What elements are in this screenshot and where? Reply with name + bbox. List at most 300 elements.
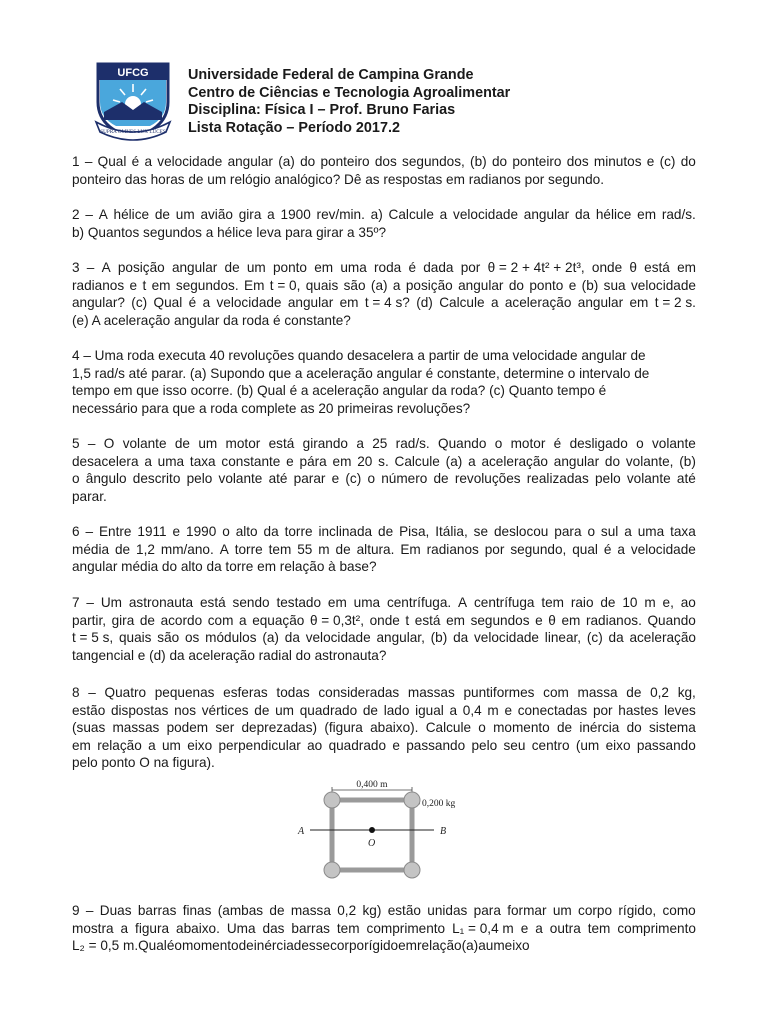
- text-line: [72, 259, 696, 277]
- word: uma: [157, 453, 185, 469]
- word: –: [85, 207, 93, 222]
- text-line: [72, 435, 696, 453]
- word: leves: [664, 702, 696, 718]
- word: Pisa,: [399, 524, 430, 539]
- word: 0,2: [337, 903, 357, 918]
- word: realizadas: [526, 471, 589, 486]
- word: até: [268, 471, 288, 486]
- word: raio: [570, 595, 594, 610]
- word: momento: [181, 938, 239, 953]
- text-line: [72, 523, 696, 541]
- word: 1990: [186, 524, 217, 539]
- word: 0,2: [650, 685, 669, 700]
- word: –: [84, 154, 93, 169]
- word: descrito: [132, 471, 181, 486]
- word: quadrado: [328, 737, 387, 753]
- list-title: Lista Rotação – Período 2017.2: [188, 119, 400, 136]
- word: gira: [238, 207, 262, 222]
- word: angular?: [72, 295, 125, 310]
- university-name: Universidade Federal de Campina Grande: [188, 67, 474, 83]
- word: (ambas: [217, 903, 264, 918]
- word: pelo: [594, 471, 621, 486]
- word: e: [286, 453, 294, 469]
- word: comprimento: [366, 920, 446, 936]
- word: é: [131, 154, 140, 169]
- word: 1: [72, 154, 80, 169]
- center-name: Centro de Ciências e Tecnologia Agroalimentar: [188, 84, 511, 101]
- word: uma: [340, 260, 367, 275]
- question-9: [72, 902, 696, 955]
- word: desse: [293, 938, 331, 953]
- word: e: [504, 702, 512, 718]
- word: a: [267, 207, 275, 222]
- word: (figura: [324, 720, 363, 735]
- word: os: [185, 630, 200, 645]
- word: t = 4 s?: [364, 295, 410, 310]
- word: de: [269, 903, 285, 918]
- word: Qual: [153, 295, 183, 310]
- word: (um: [575, 737, 600, 753]
- word: 6: [72, 524, 80, 539]
- word: 1,2: [136, 541, 155, 557]
- word: angular: [458, 277, 504, 293]
- word: tem: [541, 595, 564, 610]
- word: inclinada: [318, 524, 373, 539]
- text-line: [72, 470, 696, 488]
- word: para: [473, 903, 501, 918]
- word: volante: [626, 471, 671, 486]
- sphere: [324, 792, 340, 808]
- word: relação: [97, 737, 142, 753]
- word: roda: [374, 260, 402, 275]
- question-6: [72, 523, 696, 576]
- word: quadrado: [299, 702, 358, 718]
- word: eixo: [187, 737, 213, 753]
- word: de: [224, 260, 240, 275]
- word: 1900: [280, 207, 311, 222]
- word: parar.: [72, 488, 107, 504]
- word: a: [535, 920, 543, 936]
- word: L₁ = 0,4 m: [452, 920, 514, 936]
- text-line: [72, 277, 696, 295]
- center-point: [369, 827, 375, 833]
- word: pequenas: [154, 685, 215, 700]
- word: Em: [400, 541, 421, 557]
- word: centro: [531, 737, 570, 753]
- word: estão: [72, 702, 106, 718]
- word: a: [392, 277, 401, 293]
- word: A: [101, 260, 111, 275]
- word: (a): [445, 453, 463, 469]
- word: desacelera: [72, 453, 139, 469]
- word: onde: [369, 612, 400, 628]
- text-line: [72, 488, 696, 506]
- word: acordo: [160, 612, 203, 628]
- word: 5: [72, 436, 80, 451]
- text-line: [72, 312, 696, 330]
- word: o: [72, 471, 80, 486]
- word: (b): [470, 154, 487, 169]
- word: 8: [72, 685, 80, 700]
- word: formar: [507, 903, 547, 918]
- word: de: [600, 595, 616, 610]
- word: ângulo: [85, 471, 127, 486]
- word: do: [626, 720, 642, 735]
- word: kg,: [677, 685, 696, 700]
- word: Qual: [97, 154, 127, 169]
- word: a: [356, 436, 364, 451]
- word: hélice: [113, 207, 150, 222]
- word: todas: [276, 685, 310, 700]
- word: abaixo).: [370, 720, 419, 735]
- word: e,: [662, 595, 674, 610]
- word: dos: [566, 154, 589, 169]
- word: o: [222, 524, 230, 539]
- word: quais: [305, 277, 339, 293]
- word: comprimento: [617, 920, 696, 936]
- word: equação: [252, 612, 305, 628]
- text-line: [72, 629, 696, 647]
- word: angular: [287, 295, 334, 310]
- question-1: [72, 153, 696, 188]
- word: centrífuga: [473, 595, 535, 610]
- word: velocidade: [157, 154, 223, 169]
- word: em: [629, 295, 649, 310]
- page-header: [0, 0, 768, 150]
- word: torre: [284, 524, 313, 539]
- word: sul: [600, 524, 619, 539]
- text-line: [72, 937, 696, 955]
- word: número: [381, 471, 428, 486]
- word: a: [468, 453, 476, 469]
- rods: [332, 800, 412, 870]
- ufcg-logo-icon: [94, 62, 172, 142]
- word: estão: [387, 903, 421, 918]
- mass-label: 0,200 kg: [422, 799, 456, 809]
- word: do: [491, 154, 508, 169]
- word: tempo em que isso ocorre. (b) Qual é a aceleração angular da roda? (c) Quanto tempo é: [72, 383, 607, 398]
- sphere: [404, 792, 420, 808]
- word: angular: [523, 207, 570, 222]
- word: m: [644, 595, 656, 610]
- word: o: [478, 720, 486, 735]
- word: velocidade: [216, 295, 282, 310]
- word: t: [142, 277, 147, 293]
- word: do: [604, 453, 621, 469]
- word: em: [446, 612, 465, 628]
- word: (b): [430, 630, 448, 645]
- text-line: [72, 737, 696, 755]
- word: e: [392, 737, 400, 753]
- word: necessário para que a roda complete as 20 primeiras revoluções?: [72, 400, 471, 416]
- word: em: [398, 938, 417, 953]
- word: A: [458, 595, 468, 610]
- text-line: [72, 702, 696, 720]
- word: outra: [549, 920, 581, 936]
- word: a: [202, 295, 211, 310]
- question-5: [72, 435, 696, 505]
- word: 7: [72, 595, 80, 610]
- word: das: [262, 920, 285, 936]
- word: em: [332, 453, 352, 469]
- word: do: [300, 154, 316, 169]
- word: pelo: [471, 737, 498, 753]
- text-line: [72, 171, 696, 189]
- word: θ: [629, 260, 637, 275]
- word: passando: [636, 737, 696, 753]
- word: a: [617, 541, 625, 557]
- word: mm/ano.: [160, 541, 214, 557]
- word: velocidade: [474, 630, 539, 645]
- word: ponteiro: [320, 154, 370, 169]
- word: velocidade: [305, 630, 371, 645]
- word: pelo ponto O na figura).: [72, 755, 215, 770]
- text-line: [72, 153, 696, 171]
- word: ao: [680, 595, 696, 610]
- word: e: [535, 612, 543, 628]
- word: Calcule: [439, 295, 485, 310]
- text-line: [72, 347, 696, 365]
- logo-text: UFCG: [117, 67, 149, 79]
- word: 9: [72, 903, 80, 918]
- word: Qual: [138, 938, 167, 953]
- word: de: [626, 685, 642, 700]
- word: seu: [503, 737, 526, 753]
- word: da: [574, 207, 591, 222]
- word: de: [378, 524, 394, 539]
- word: momento: [493, 720, 550, 735]
- word: é: [166, 938, 175, 953]
- word: tangencial e (d) da aceleração radial do astronauta?: [72, 647, 387, 663]
- word: e: [520, 920, 529, 936]
- word: rígido,: [618, 903, 657, 918]
- word: revoluções: [454, 471, 521, 486]
- word: em: [561, 612, 581, 628]
- word: ao: [307, 737, 323, 753]
- word: (b): [581, 277, 599, 293]
- word: 3: [72, 260, 80, 275]
- word: Entre: [98, 524, 132, 539]
- word: corpo: [330, 938, 365, 953]
- word: passando: [406, 737, 466, 753]
- text-line: [72, 684, 696, 702]
- word: média: [72, 541, 110, 557]
- word: 25: [372, 436, 388, 451]
- word: um: [552, 903, 572, 918]
- word: m: [487, 702, 499, 718]
- word: de: [174, 436, 190, 451]
- word: ponto: [272, 260, 307, 275]
- word: a: [624, 524, 632, 539]
- word: torre: [234, 541, 263, 557]
- word: e: [568, 277, 577, 293]
- word: hélice: [595, 207, 632, 222]
- word: (a): [262, 630, 279, 645]
- word: tem: [336, 920, 360, 936]
- word: a: [144, 154, 153, 169]
- word: (a): [461, 938, 479, 953]
- word: 4 – Uma roda executa 40 revoluções quando desacelera a partir de uma velocidade angular de: [72, 348, 646, 363]
- word: o: [636, 436, 644, 451]
- word: figura: [135, 920, 170, 936]
- word: constante: [221, 453, 281, 469]
- word: de: [238, 938, 254, 953]
- header-text: [188, 67, 510, 137]
- text-line: [72, 365, 696, 383]
- word: posição: [405, 277, 453, 293]
- word: um: [161, 737, 181, 753]
- word: a: [120, 920, 129, 936]
- word: o: [367, 471, 375, 486]
- word: (c): [659, 154, 676, 169]
- word: Calcule: [388, 207, 434, 222]
- word: radianos: [72, 277, 125, 293]
- word: uma: [353, 595, 381, 610]
- word: segundos.: [175, 277, 239, 293]
- text-line: [72, 294, 696, 312]
- word: linear,: [544, 630, 582, 645]
- word: de: [433, 471, 449, 486]
- word: igual: [415, 702, 444, 718]
- word: Itália,: [435, 524, 468, 539]
- word: (suas: [72, 720, 106, 735]
- word: volante: [651, 436, 696, 451]
- word: um: [175, 207, 195, 222]
- word: a: [449, 702, 458, 718]
- word: 55: [297, 541, 313, 557]
- word: é: [553, 436, 562, 451]
- word: massas: [112, 720, 160, 735]
- word: angular média do alto da torre em relação à base?: [72, 559, 377, 574]
- word: relação: [417, 938, 462, 953]
- word: da: [284, 630, 300, 645]
- word: centrífuga.: [386, 595, 452, 610]
- word: massas: [407, 685, 455, 700]
- word: radianos.: [585, 612, 642, 628]
- word: eixo: [605, 737, 631, 753]
- text-line: [72, 902, 696, 920]
- word: (c): [345, 471, 362, 486]
- word: angular: [553, 453, 600, 469]
- word: um: [275, 702, 294, 718]
- word: pára: [299, 453, 327, 469]
- word: Quando: [647, 612, 696, 628]
- word: rad/s.: [395, 436, 430, 451]
- word: angular: [577, 295, 624, 310]
- word: deslocou: [493, 524, 549, 539]
- word: t = 2 s.: [654, 295, 696, 310]
- word: radianos: [426, 541, 479, 557]
- word: (c): [586, 630, 603, 645]
- word: a: [144, 453, 152, 469]
- question-4: [72, 347, 696, 417]
- logo-motto: SUPRA OMNES LUX LUCES: [100, 129, 166, 135]
- word: partir,: [72, 612, 106, 628]
- word: (c): [131, 295, 148, 310]
- word: barras: [291, 920, 330, 936]
- word: de: [139, 612, 155, 628]
- word: corpo: [578, 903, 613, 918]
- word: perpendicular: [218, 737, 301, 753]
- word: a: [239, 612, 247, 628]
- word: se: [473, 524, 489, 539]
- text-line: [72, 754, 696, 772]
- word: está: [199, 595, 226, 610]
- word: Quando: [438, 436, 487, 451]
- word: conectadas: [517, 702, 588, 718]
- word: gira: [111, 612, 135, 628]
- text-line: [72, 541, 696, 559]
- word: até: [676, 471, 696, 486]
- text-line: [72, 453, 696, 471]
- word: em: [339, 295, 359, 310]
- word: (b): [679, 453, 696, 469]
- question-2: [72, 206, 696, 241]
- word: pelo: [186, 471, 213, 486]
- word: de: [114, 541, 131, 557]
- word: do: [680, 154, 696, 169]
- word: a: [478, 938, 486, 953]
- word: nos: [174, 702, 197, 718]
- word: testado: [276, 595, 322, 610]
- word: altura.: [356, 541, 395, 557]
- word: A: [219, 541, 229, 557]
- word: (d): [416, 295, 433, 310]
- word: minutos: [593, 154, 642, 169]
- text-line: [72, 206, 696, 224]
- word: um: [198, 436, 218, 451]
- word: deprezadas): [241, 720, 318, 735]
- word: um: [485, 938, 505, 953]
- axis-label-a: A: [298, 826, 305, 837]
- word: 20: [357, 453, 373, 469]
- word: quais: [118, 630, 152, 645]
- text-line: [72, 612, 696, 630]
- axis-label-b: B: [440, 826, 447, 837]
- word: em: [72, 737, 91, 753]
- word: 1911: [137, 524, 167, 539]
- text-line: [72, 400, 696, 418]
- word: lado: [383, 702, 410, 718]
- word: aceleração: [481, 453, 548, 469]
- word: por: [460, 260, 481, 275]
- word: angular,: [376, 630, 425, 645]
- word: θ: [548, 612, 556, 628]
- word: onde: [591, 260, 623, 275]
- word: é: [408, 260, 416, 275]
- word: são: [343, 277, 366, 293]
- word: t: [405, 612, 410, 628]
- word: motor: [225, 436, 261, 451]
- word: parar: [293, 471, 326, 486]
- word: o: [587, 524, 595, 539]
- word: ponto: [529, 277, 564, 293]
- word: está: [644, 260, 670, 275]
- word: s.: [378, 453, 389, 469]
- word: a): [370, 207, 383, 222]
- word: kg): [362, 903, 382, 918]
- word: qual: [572, 541, 598, 557]
- word: da: [608, 630, 624, 645]
- word: de: [335, 541, 351, 557]
- word: b) Quantos segundos a hélice leva para girar a 35º?: [72, 224, 387, 240]
- word: velocidade: [630, 541, 696, 557]
- word: sua: [603, 277, 626, 293]
- question-8: [72, 684, 696, 772]
- text-line: [72, 647, 696, 665]
- square-masses-figure: [292, 778, 460, 882]
- question-7: [72, 594, 696, 664]
